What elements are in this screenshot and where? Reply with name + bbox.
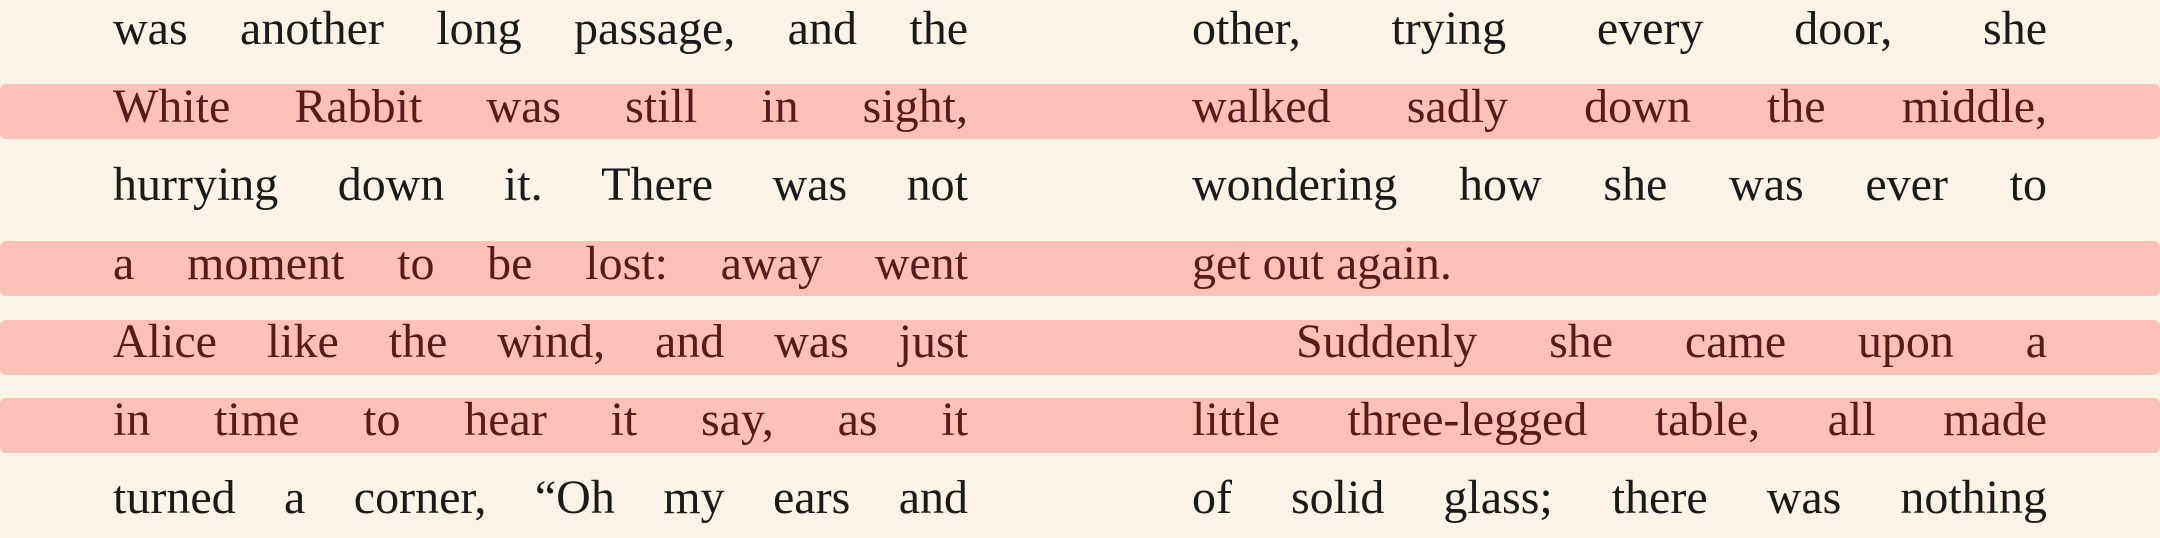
text-line: a moment to be lost: away went [113,237,968,290]
text-line: turned a corner, “Oh my ears and [113,471,968,524]
text-line: get out again. [1192,237,1452,290]
text-line: little three-legged table, all made [1192,393,2047,446]
text-line: hurrying down it. There was not [113,158,968,211]
paragraph-start-line: Suddenly she came upon a [1296,315,2047,368]
text-line: of solid glass; there was nothing [1192,471,2047,524]
text-line: in time to hear it say, as it [113,393,968,446]
text-line: was another long passage, and the [113,2,968,55]
text-line: walked sadly down the middle, [1192,80,2047,133]
text-line: Alice like the wind, and was just [113,315,968,368]
text-line: wondering how she was ever to [1192,158,2047,211]
text-line: White Rabbit was still in sight, [113,80,968,133]
text-line: other, trying every door, she [1192,2,2047,55]
